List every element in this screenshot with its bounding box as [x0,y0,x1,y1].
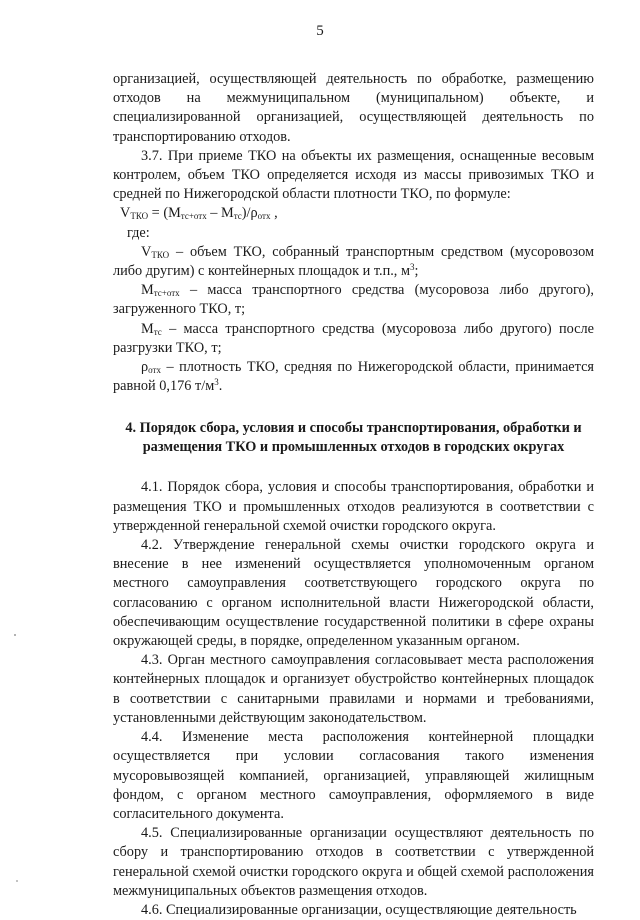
formula-close-div: )/ρ [241,205,258,222]
document-body [113,70,594,920]
spacer [113,396,594,419]
definition-m1 [113,281,594,319]
def-m1-text: – масса транспортного средства (мусоровоза либо другого), загруженного ТКО, т; [113,282,594,318]
where-label: где: [127,224,150,241]
page-number: 5 [316,23,324,39]
def-m1-sub: тс+отх [153,288,180,299]
paragraph-4-6: 4.6. Специализированные организации, осуществляющие деятельность [141,901,577,918]
formula-minus: – М [206,205,234,222]
formula-eq-open: = (М [148,205,181,222]
def-v-symbol: V [141,243,152,260]
def-v-end: ; [414,263,419,280]
def-m2-text: – масса транспортного средства (мусоровоза либо другого) после разгрузки ТКО, т; [113,320,594,356]
paragraph-4-2: 4.2. Утверждение генеральной схемы очистки городского округа и внесение в нее изменений осуществляется уполномоченным органом местного самоуправления соответствующего городского округа по согласованию с органом исполнительной власти Нижегородской области, обеспечивающим осуществление государственной политики в сфере охраны окружающей среды, в порядке, определенном указанным органом. [113,537,594,650]
formula-v-sub: ТКО [130,211,149,222]
def-v-text: – объем ТКО, собранный транспортным средством (мусоровозом либо другим) с контейнерных площадок и т.п., м [113,243,594,280]
formula-m1-sub: тс+отх [180,211,207,222]
scan-speck [16,880,18,882]
paragraph-4-4: 4.4. Изменение места расположения контейнерной площадки осуществляется при условии согласования такого изменения мусоровывозящей компанией, организацией, управляющей жилищным фондом, с органом местного самоуправления, оформляемого в виде согласительного документа. [113,729,594,822]
def-rho-sup: 3 [214,377,219,388]
formula-m2-sub: тс [233,211,242,222]
paragraph-continuation: организацией, осуществляющей деятельность по обработке, размещению отходов на межмуниципальном (муниципальном) объекте, и специализированной организацией, осуществляющей деятельность по транспортированию отходов. [113,71,594,145]
def-rho-text: – плотность ТКО, средняя по Нижегородской области, принимается равной 0,176 т/м [113,359,594,395]
def-m2-sub: тс [153,326,162,337]
definition-m2 [113,320,594,358]
def-rho-sub: отх [148,365,161,376]
def-v-sup: 3 [410,262,415,273]
paragraph-4-3: 4.3. Орган местного самоуправления согласовывает места расположения контейнерных площадок и организует обустройство контейнерных площадок в соответствии с санитарными правилами и нормами и требованиями, установленными действующим законодательством. [113,652,594,726]
formula-tail: , [270,205,278,222]
section-4-heading-line-2: размещения ТКО и промышленных отходов в городских округах [142,439,565,456]
paragraph-4-1: 4.1. Порядок сбора, условия и способы транспортирования, обработки и размещения ТКО и промышленных отходов реализуются в соответствии с утвержденной генеральной схемой очистки городского округа. [113,479,594,534]
def-rho-end: . [218,378,223,395]
def-m2-symbol: М [141,320,154,337]
paragraph-4-5: 4.5. Специализированные организации осуществляют деятельность по сбору и транспортированию отходов в соответствии с утвержденной генеральной схемой очистки городского округа и общей схемой расположения межмуниципальных объектов размещения отходов. [113,825,594,899]
definition-v [113,243,594,281]
scan-speck [14,634,16,636]
def-rho-symbol: ρ [141,359,149,376]
def-v-sub: ТКО [151,249,170,260]
def-m1-symbol: М [141,282,154,299]
formula-rho-sub: отх [257,211,271,222]
section-4-heading-line-1: 4. Порядок сбора, условия и способы транспортирования, обработки и [125,420,582,437]
paragraph-3-7: 3.7. При приеме ТКО на объекты их размещения, оснащенные весовым контролем, объем ТКО определяется исходя из массы привозимых ТКО и средней по Нижегородской области плотности ТКО, по формуле: [113,147,594,203]
definition-rho [113,358,594,396]
formula-v: V [120,205,131,222]
spacer [113,457,594,478]
formula-volume [113,204,594,223]
